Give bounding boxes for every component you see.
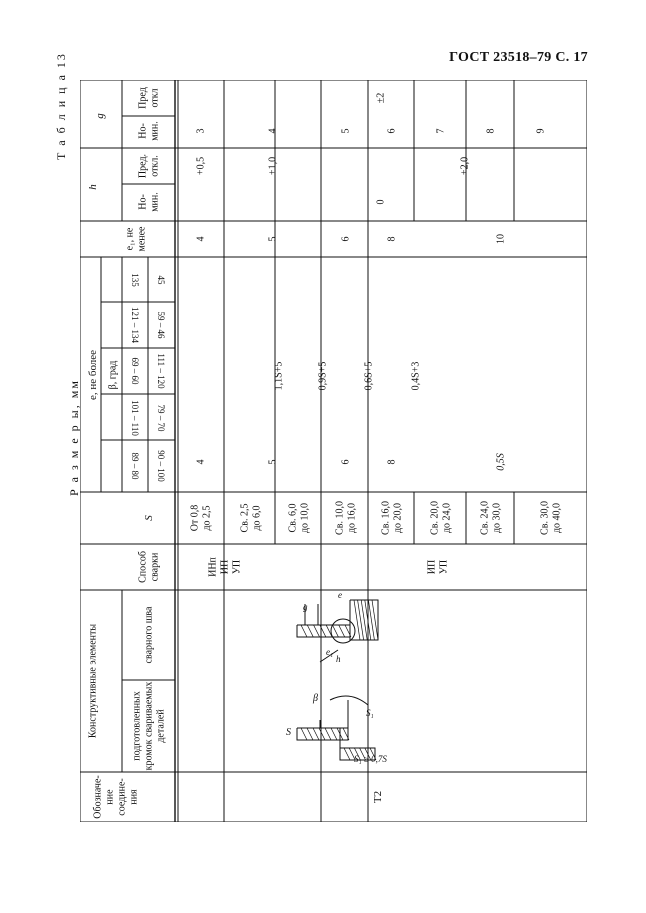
h-header: h (86, 184, 99, 190)
drawing-g-label: g (303, 602, 308, 612)
formula-0: 0,4S+3 (410, 361, 422, 391)
g-nomin-5: 8 (485, 128, 497, 134)
g-pred-value: ±2 (375, 92, 387, 104)
drawing-S-label: S (286, 727, 291, 738)
S-range-3: Св. 10,0до 16,0 (334, 501, 358, 535)
beta-range-0: 90 – 100 (155, 450, 166, 482)
beta-range-4: 111 – 120 (155, 353, 166, 389)
designation-header: Обозначе-ниесоедине-ния (92, 775, 140, 819)
e-value-1: 4 (195, 459, 207, 465)
formula-1: 0,6S+5 (363, 361, 375, 391)
S-range-1: Св. 2,5до 6,0 (239, 503, 263, 533)
h-nomin-value: 0 (375, 199, 387, 205)
h-pred-1: +0,5 (195, 156, 207, 176)
table-svg (80, 80, 587, 822)
g-nomin-2: 5 (340, 128, 352, 134)
g-header: g (93, 113, 106, 119)
h-pred-2: +1,0 (267, 156, 279, 176)
beta-range-8: 135 (129, 273, 140, 287)
S-range-4: Св. 16,0до 20,0 (380, 501, 404, 535)
S-header: S (142, 515, 155, 521)
h-pred-header: Пред.откл. (137, 153, 161, 179)
beta-range-5: 69 – 60 (129, 357, 140, 385)
designation-value: Т2 (371, 790, 384, 804)
g-nomin-header: Но-мин. (137, 121, 161, 141)
drawing-e-label: e (338, 590, 342, 600)
g-nomin-4: 7 (435, 128, 447, 134)
dimensions-table (80, 80, 587, 822)
S-range-5: Св. 20,0до 24,0 (429, 501, 453, 535)
sposob-header: Способсварки (137, 551, 161, 583)
g-nomin-6: 9 (535, 128, 547, 134)
e-value-2: 5 (267, 459, 279, 465)
e-value-4: 8 (386, 459, 398, 465)
h-pred-3: +2,0 (459, 156, 471, 176)
beta-range-9: 45 (155, 275, 166, 285)
e-value-3: 6 (340, 459, 352, 465)
drawing-beta-label: β (313, 693, 318, 704)
beta-range-7: 59 – 46 (155, 311, 166, 339)
welding-methods-2: ИПУП (426, 559, 450, 575)
g-nomin-3: 6 (386, 128, 398, 134)
beta-range-1: 89 – 80 (129, 452, 140, 480)
dimensions-label: Р а з м е р ы, мм (67, 379, 81, 496)
table-number-label: Т а б л и ц а 13 (54, 52, 68, 160)
e1-header: e₁, неменее (124, 226, 148, 252)
S-range-0: От 0,8до 2,5 (189, 504, 213, 532)
e1-value-4: 8 (386, 236, 398, 242)
beta-header: β, град (107, 360, 119, 390)
e1-value-1: 4 (195, 236, 207, 242)
beta-range-3: 79 – 70 (155, 404, 166, 432)
e-header: e, не более (86, 349, 99, 401)
weld-drawing (297, 600, 378, 760)
g-nomin-1: 4 (267, 128, 279, 134)
drawing-s1-label: S₁ (366, 708, 374, 718)
beta-range-2: 101 – 110 (129, 400, 140, 436)
page-header: ГОСТ 23518–79 С. 17 (449, 50, 588, 65)
e-value-5: 0,5S (495, 453, 507, 471)
konstr-header: Конструктивные элементы (87, 623, 99, 739)
svarnogo-header: сварного шва (143, 606, 155, 664)
welding-methods-1: ИНпИПУП (207, 557, 243, 577)
formula-2: 0,9S+5 (317, 361, 329, 391)
S-range-6: Св. 24,0до 30,0 (479, 501, 503, 535)
S-range-2: Св. 6,0до 10,0 (287, 502, 311, 534)
formula-3: 1,1S+5 (273, 361, 285, 391)
g-pred-header: Предоткл (137, 87, 161, 109)
g-nomin-0: 3 (195, 128, 207, 134)
drawing-e1-label: e₁ (326, 647, 334, 657)
drawing-s1-formula: S₁ ≥ 0,7S (354, 754, 387, 764)
h-nomin-header: Но-мин. (137, 192, 161, 212)
e1-value-3: 6 (340, 236, 352, 242)
S-range-7: Св. 30,0до 40,0 (539, 501, 563, 535)
e1-value-5: 10 (495, 234, 507, 244)
podgot-header: подготовленныхкромок свариваемыхдеталей (131, 681, 167, 771)
e1-value-2: 5 (267, 236, 279, 242)
beta-range-6: 121 – 134 (129, 307, 140, 343)
drawing-h-label: h (336, 654, 341, 664)
